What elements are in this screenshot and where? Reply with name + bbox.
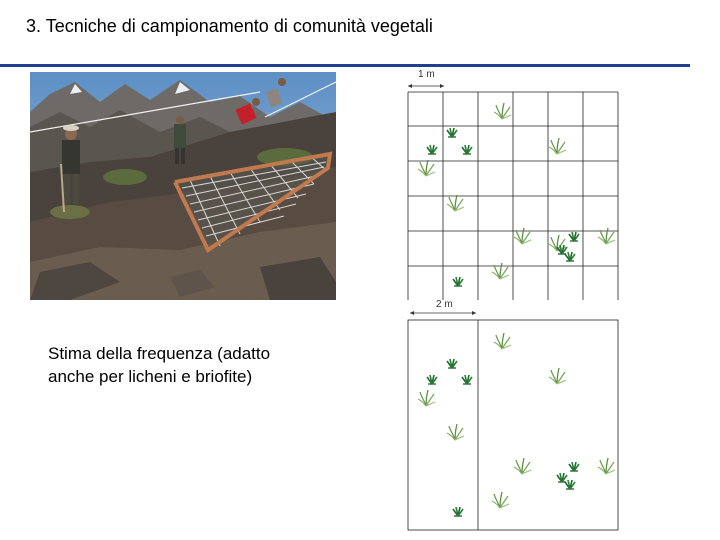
top-grid-diagram bbox=[408, 69, 618, 300]
plant-icon bbox=[598, 458, 615, 474]
caption bbox=[48, 342, 270, 388]
plant-icon bbox=[418, 160, 435, 176]
plant-icon bbox=[514, 228, 531, 244]
plant-icon bbox=[418, 390, 435, 406]
plant-icon bbox=[569, 232, 579, 241]
sampling-diagrams bbox=[400, 66, 622, 536]
plant-icon bbox=[447, 195, 464, 211]
top-grid-scale-label: 1 m bbox=[418, 69, 435, 80]
bottom-plot-diagram bbox=[408, 299, 618, 530]
plant-icon bbox=[453, 507, 463, 516]
bottom-plot-scale-label: 2 m bbox=[436, 299, 453, 310]
plant-icon bbox=[549, 138, 566, 154]
plant-icon bbox=[494, 333, 511, 349]
plant-icon bbox=[447, 359, 457, 368]
plant-icon bbox=[427, 145, 437, 154]
plant-icon bbox=[462, 145, 472, 154]
plant-icon bbox=[549, 368, 566, 384]
plant-icon bbox=[494, 103, 511, 119]
plant-icon bbox=[492, 263, 509, 279]
plant-icon bbox=[447, 424, 464, 440]
plant-icon bbox=[557, 473, 567, 482]
plant-icon bbox=[598, 228, 615, 244]
slide-title: 3. Tecniche di campionamento di comunità vegetali bbox=[26, 16, 433, 36]
caption-line-1: Stima della frequenza (adatto bbox=[48, 344, 271, 363]
plant-icon bbox=[453, 277, 463, 286]
plant-icon bbox=[565, 252, 575, 261]
plant-icon bbox=[447, 128, 457, 137]
plant-icon bbox=[565, 480, 575, 489]
plant-icon bbox=[492, 492, 509, 508]
plant-icon bbox=[427, 375, 437, 384]
plant-icon bbox=[514, 458, 531, 474]
field-sampling-photo bbox=[30, 72, 336, 300]
caption-line-2: anche per licheni e briofite) bbox=[48, 367, 253, 386]
plant-icon bbox=[462, 375, 472, 384]
plant-icon bbox=[569, 462, 579, 471]
plant-icon bbox=[557, 245, 567, 254]
